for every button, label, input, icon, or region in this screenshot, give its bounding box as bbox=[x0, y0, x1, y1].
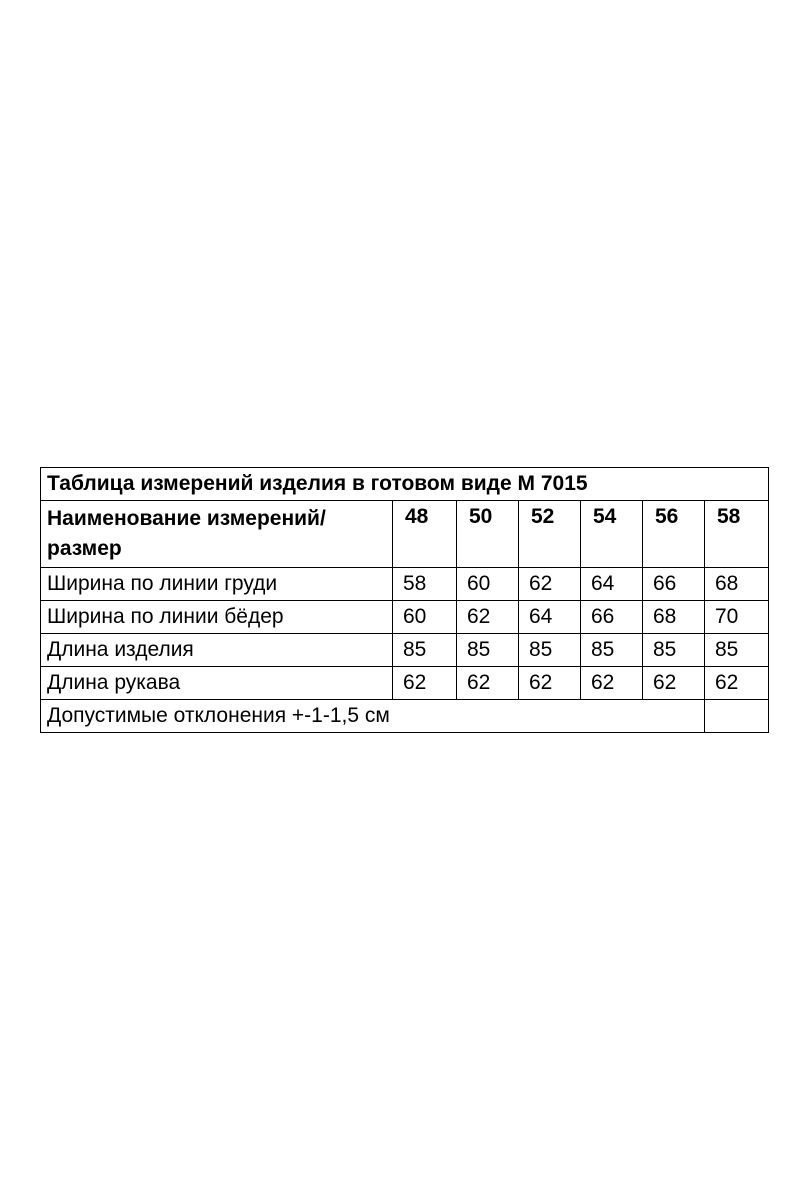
measurement-table bbox=[40, 467, 769, 733]
table-header-row bbox=[41, 501, 769, 568]
row-label: Длина рукава bbox=[41, 667, 393, 700]
table-cell: 62 bbox=[393, 667, 457, 700]
table-cell: 62 bbox=[457, 601, 519, 634]
table-cell: 62 bbox=[519, 568, 581, 601]
table-row bbox=[41, 634, 769, 667]
table-row bbox=[41, 667, 769, 700]
table-cell: 85 bbox=[519, 634, 581, 667]
table-cell: 85 bbox=[705, 634, 769, 667]
table-cell: 64 bbox=[581, 568, 643, 601]
table-row bbox=[41, 601, 769, 634]
empty-cell bbox=[705, 700, 769, 733]
size-header: 54 bbox=[581, 501, 643, 568]
table-cell: 64 bbox=[519, 601, 581, 634]
table-cell: 62 bbox=[519, 667, 581, 700]
header-label: Наименование измерений/размер bbox=[41, 501, 393, 568]
table-cell: 85 bbox=[581, 634, 643, 667]
table-cell: 60 bbox=[457, 568, 519, 601]
tolerance-note: Допустимые отклонения +-1-1,5 см bbox=[41, 700, 705, 733]
table-note-row bbox=[41, 700, 769, 733]
table-cell: 85 bbox=[457, 634, 519, 667]
size-header: 50 bbox=[457, 501, 519, 568]
table-cell: 66 bbox=[581, 601, 643, 634]
table-cell: 62 bbox=[705, 667, 769, 700]
table-cell: 85 bbox=[643, 634, 705, 667]
table-cell: 60 bbox=[393, 601, 457, 634]
table-cell: 70 bbox=[705, 601, 769, 634]
table-cell: 58 bbox=[393, 568, 457, 601]
size-header: 48 bbox=[393, 501, 457, 568]
table-cell: 62 bbox=[457, 667, 519, 700]
row-label: Длина изделия bbox=[41, 634, 393, 667]
table-title-row bbox=[41, 468, 769, 501]
table-cell: 62 bbox=[581, 667, 643, 700]
table-cell: 62 bbox=[643, 667, 705, 700]
table-cell: 68 bbox=[643, 601, 705, 634]
row-label: Ширина по линии бёдер bbox=[41, 601, 393, 634]
table-cell: 68 bbox=[705, 568, 769, 601]
table-cell: 85 bbox=[393, 634, 457, 667]
size-header: 58 bbox=[705, 501, 769, 568]
size-header: 56 bbox=[643, 501, 705, 568]
table-cell: 66 bbox=[643, 568, 705, 601]
row-label: Ширина по линии груди bbox=[41, 568, 393, 601]
table-row bbox=[41, 568, 769, 601]
size-header: 52 bbox=[519, 501, 581, 568]
table-title: Таблица измерений изделия в готовом виде М 7015 bbox=[41, 468, 769, 501]
